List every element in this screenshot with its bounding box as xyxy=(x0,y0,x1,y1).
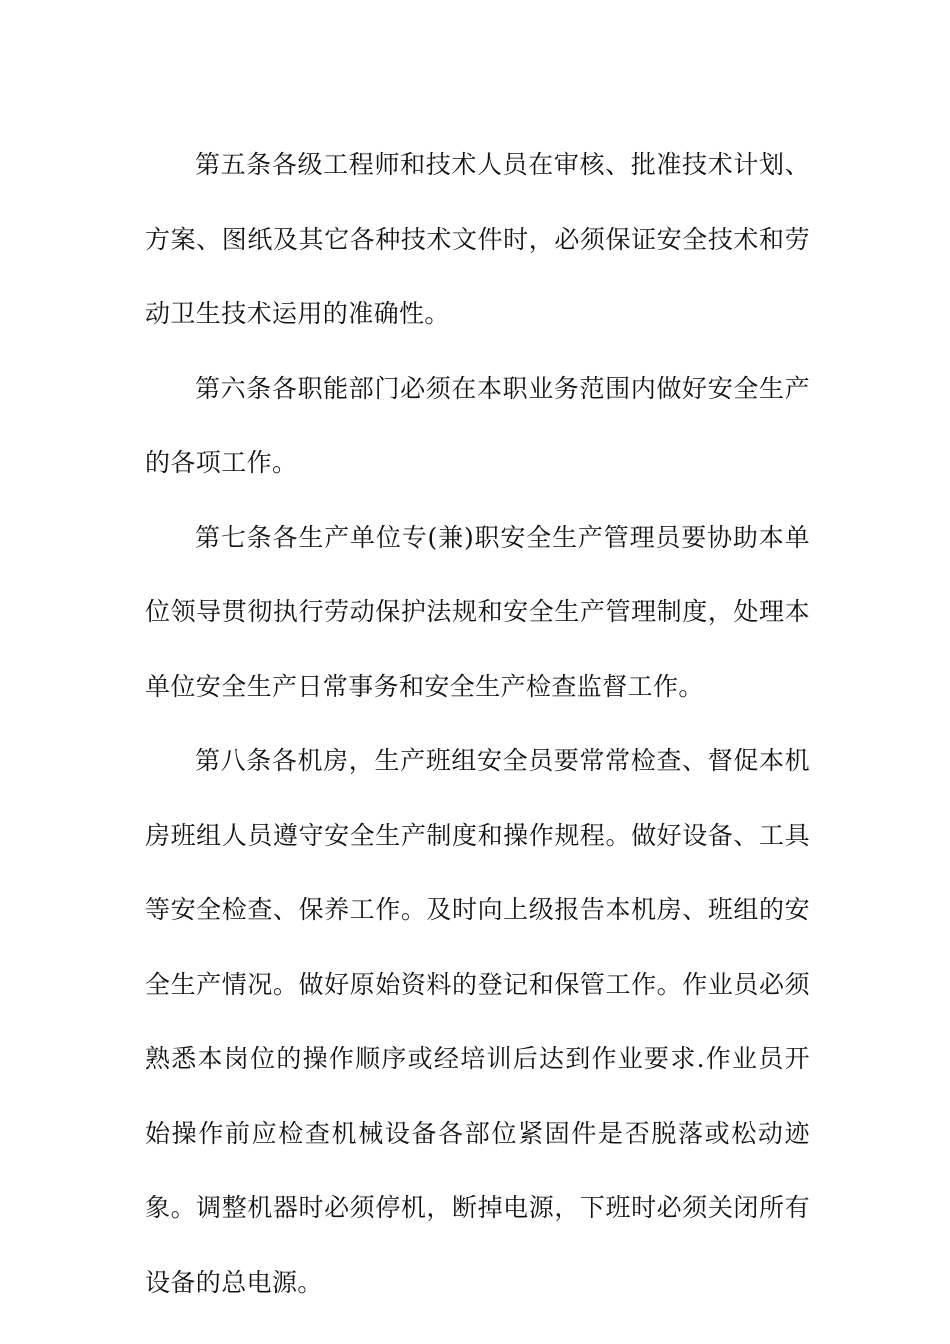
document-body xyxy=(145,128,810,1320)
paragraph-article-6: 第六条各职能部门必须在本职业务范围内做好安全生产的各项工作。 xyxy=(145,373,810,477)
paragraph-article-5: 第五条各级工程师和技术人员在审核、批准技术计划、方案、图纸及其它各种技术文件时，必须保证安全技术和劳动卫生技术运用的准确性。 xyxy=(145,150,810,328)
paragraph-article-8: 第八条各机房，生产班组安全员要常常检查、督促本机房班组人员遵守安全生产制度和操作规程。做好设备、工具等安全检查、保养工作。及时向上级报告本机房、班组的安全生产情况。做好原始资料的登记和保管工作。作业员必须熟悉本岗位的操作顺序或经培训后达到作业要求.作业员开始操作前应检查机械设备各部位紧固件是否脱落或松动迹象。调整机器时必须停机，断掉电源，下班时必须关闭所有设备的总电源。 xyxy=(145,746,810,1297)
paragraph-article-7: 第七条各生产单位专(兼)职安全生产管理员要协助本单位领导贯彻执行劳动保护法规和安全生产管理制度，处理本单位安全生产日常事务和安全生产检查监督工作。 xyxy=(145,522,810,701)
